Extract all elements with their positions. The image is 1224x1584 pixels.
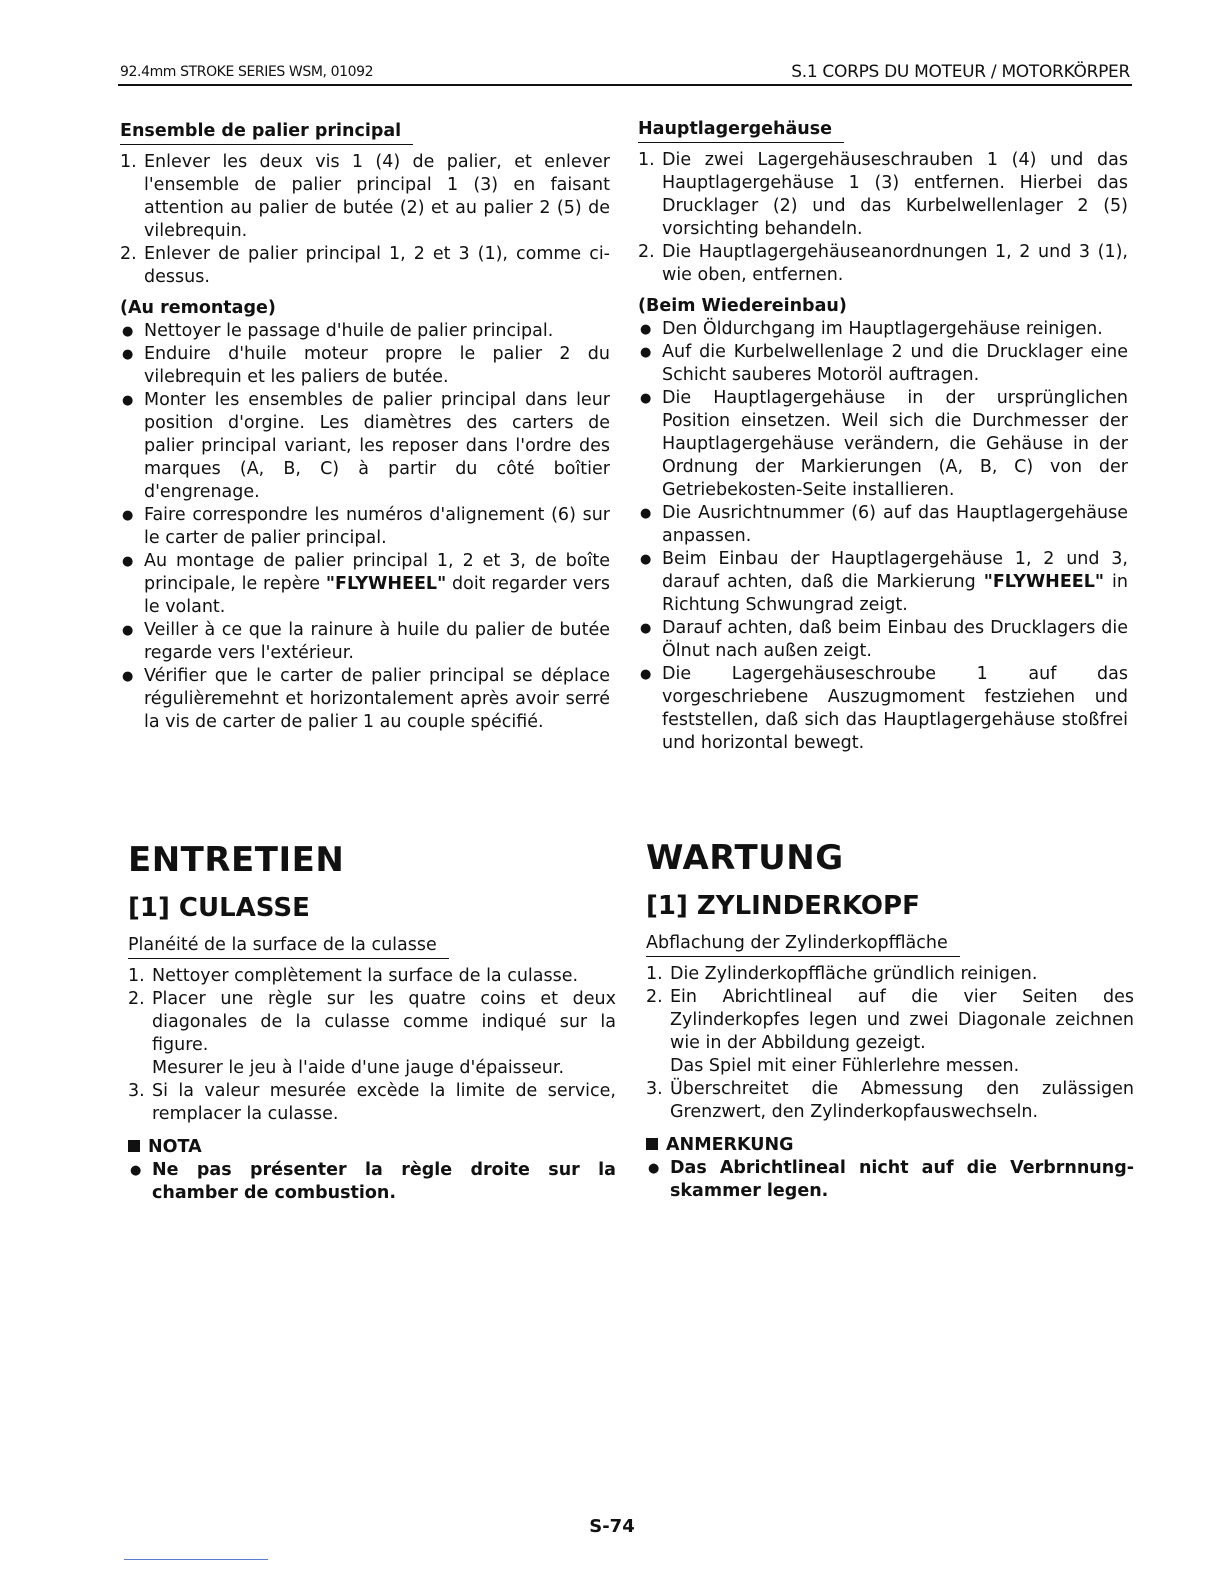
de-note-label: ANMERKUNG <box>646 1134 1134 1157</box>
step-item: 2. Die Hauptlagergehäuseanordnungen 1, 2 und 3 (1), wie oben, entfernen. <box>638 242 1128 285</box>
de-cylinder-head-heading: [1] ZYLINDERKOPF <box>646 891 920 921</box>
note-square-icon <box>128 1140 140 1152</box>
header-series: 92.4mm STROKE SERIES WSM, 01092 <box>120 64 374 80</box>
bullet-item: ● Vérifier que le carter de palier principal se déplace régulièremehnt et horizontalement après avoir serré la vis de carter de palier 1 au couple spécifié. <box>120 665 610 734</box>
de-maintenance-column <box>646 838 1134 1203</box>
step-item: 1. Enlever les deux vis 1 (4) de palier, et enlever l'ensemble de palier principal 1 (3) en faisant attention au palier de butée (2) et au palier 2 (5) de vilebrequin. <box>120 152 610 241</box>
fr-section-title: Ensemble de palier principal <box>120 120 413 145</box>
fr-reassembly-subtitle: (Au remontage) <box>120 298 276 318</box>
bullet-item: ● Auf die Kurbelwellenlage 2 und die Drucklager eine Schicht sauberes Motoröl auftragen. <box>638 341 1128 387</box>
fr-flatness-title: Planéité de la surface de la culasse <box>128 934 449 959</box>
step-item: 1. Die zwei Lagergehäuseschrauben 1 (4) und das Hauptlagergehäuse 1 (3) entfernen. Hierbei das Drucklager (2) und das Kurbelwellenlager 2 (5) vorsichting behandeln. <box>638 150 1128 239</box>
header-rule <box>118 84 1132 86</box>
bullet-item: ● Die Lagergehäuseschroube 1 auf das vorgeschriebene Auszugmoment festziehen und feststellen, daß sich das Hauptlagergehäuse stoßfrei und horizontal bewegt. <box>638 663 1128 755</box>
bullet-item: ● Faire correspondre les numéros d'alignement (6) sur le carter de palier principal. <box>120 504 610 550</box>
step-item: 2. Ein Abrichtlineal auf die vier Seiten des Zylinderkopfes legen und zwei Diagonale zeichnen wie in der Abbildung gezeigt. <box>646 987 1134 1053</box>
bullet-item: ● Veiller à ce que la rainure à huile du palier de butée regarde vers l'extérieur. <box>120 619 610 665</box>
bullet-item: ● Die Hauptlagergehäuse in der ursprünglichen Position einsetzen. Weil sich die Durchmesser der Hauptlagergehäuse verändern, die Gehäuse in der Ordnung der Markierungen (A, B, C) von der Getriebekosten-Seite installieren. <box>638 387 1128 502</box>
step-item: 2. Placer une règle sur les quatre coins et deux diagonales de la culasse comme indiqué sur la figure. <box>128 989 616 1055</box>
bullet-item: ● Die Ausrichtnummer (6) auf das Hauptlagergehäuse anpassen. <box>638 502 1128 548</box>
step-item-extra: Das Spiel mit einer Fühlerlehre messen. <box>670 1056 1020 1076</box>
bullet-item: ● Nettoyer le passage d'huile de palier principal. <box>120 320 610 343</box>
fr-maintenance-heading: ENTRETIEN <box>128 840 345 880</box>
bullet-item: ● Den Öldurchgang im Hauptlagergehäuse reinigen. <box>638 318 1128 341</box>
bullet-item: ● Enduire d'huile moteur propre le palier 2 du vilebrequin et les paliers de butée. <box>120 343 610 389</box>
fr-flatness-steps <box>128 965 616 1126</box>
de-flatness-title: Abflachung der Zylinderkopffläche <box>646 932 960 957</box>
step-item-extra: Mesurer le jeu à l'aide d'une jauge d'épaisseur. <box>152 1058 565 1078</box>
de-reassembly-subtitle: (Beim Wiedereinbau) <box>638 296 847 316</box>
de-reassembly-bullets <box>638 318 1128 755</box>
de-section-title: Hauptlagergehäuse <box>638 118 844 143</box>
step-item: 3. Si la valeur mesurée excède la limite de service, remplacer la culasse. <box>128 1081 616 1124</box>
bullet-item: ● Darauf achten, daß beim Einbau des Drucklagers die Ölnut nach außen zeigt. <box>638 617 1128 663</box>
de-maintenance-heading: WARTUNG <box>646 838 844 878</box>
note-square-icon <box>646 1138 658 1150</box>
bullet-item-flywheel: ● Beim Einbau der Hauptlagergehäuse 1, 2 und 3, darauf achten, daß die Markierung "FLYWHEEL" in Richtung Schwungrad zeigt. <box>638 548 1128 617</box>
fr-note-label: NOTA <box>128 1136 616 1159</box>
bullet-item: ● Monter les ensembles de palier principal dans leur position d'orgine. Les diamètres des carters de palier principal variant, les reposer dans l'ordre des marques (A, B, C) à partir du côté boîtier d'engrenage. <box>120 389 610 504</box>
step-item: 2. Enlever de palier principal 1, 2 et 3 (1), comme ci-dessus. <box>120 244 610 287</box>
bullet-item: ● Ne pas présenter la règle droite sur la chamber de combustion. <box>128 1159 616 1205</box>
de-main-bearing-column <box>638 118 1128 755</box>
de-flatness-steps <box>646 963 1134 1124</box>
step-item: 1. Nettoyer complètement la surface de la culasse. <box>128 966 579 986</box>
fr-main-bearing-column <box>120 120 610 734</box>
fr-note-bullets <box>128 1159 616 1205</box>
bottom-rule <box>124 1559 268 1560</box>
fr-removal-steps <box>120 151 610 289</box>
step-item: 3. Überschreitet die Abmessung den zulässigen Grenzwert, den Zylinderkopfauswechseln. <box>646 1079 1134 1122</box>
fr-cylinder-head-heading: [1] CULASSE <box>128 893 310 923</box>
page-number: S-74 <box>589 1516 635 1537</box>
fr-reassembly-bullets <box>120 320 610 734</box>
bullet-item: ● Das Abrichtlineal nicht auf die Verbrnnung-skammer legen. <box>646 1157 1134 1203</box>
bullet-item-flywheel: ● Au montage de palier principal 1, 2 et 3, de boîte principale, le repère "FLYWHEEL" doit regarder vers le volant. <box>120 550 610 619</box>
fr-maintenance-column <box>128 840 616 1205</box>
de-removal-steps <box>638 149 1128 287</box>
de-note-bullets <box>646 1157 1134 1203</box>
header-section: S.1 CORPS DU MOTEUR / MOTORKÖRPER <box>791 62 1130 82</box>
step-item: 1. Die Zylinderkopffläche gründlich reinigen. <box>646 964 1038 984</box>
